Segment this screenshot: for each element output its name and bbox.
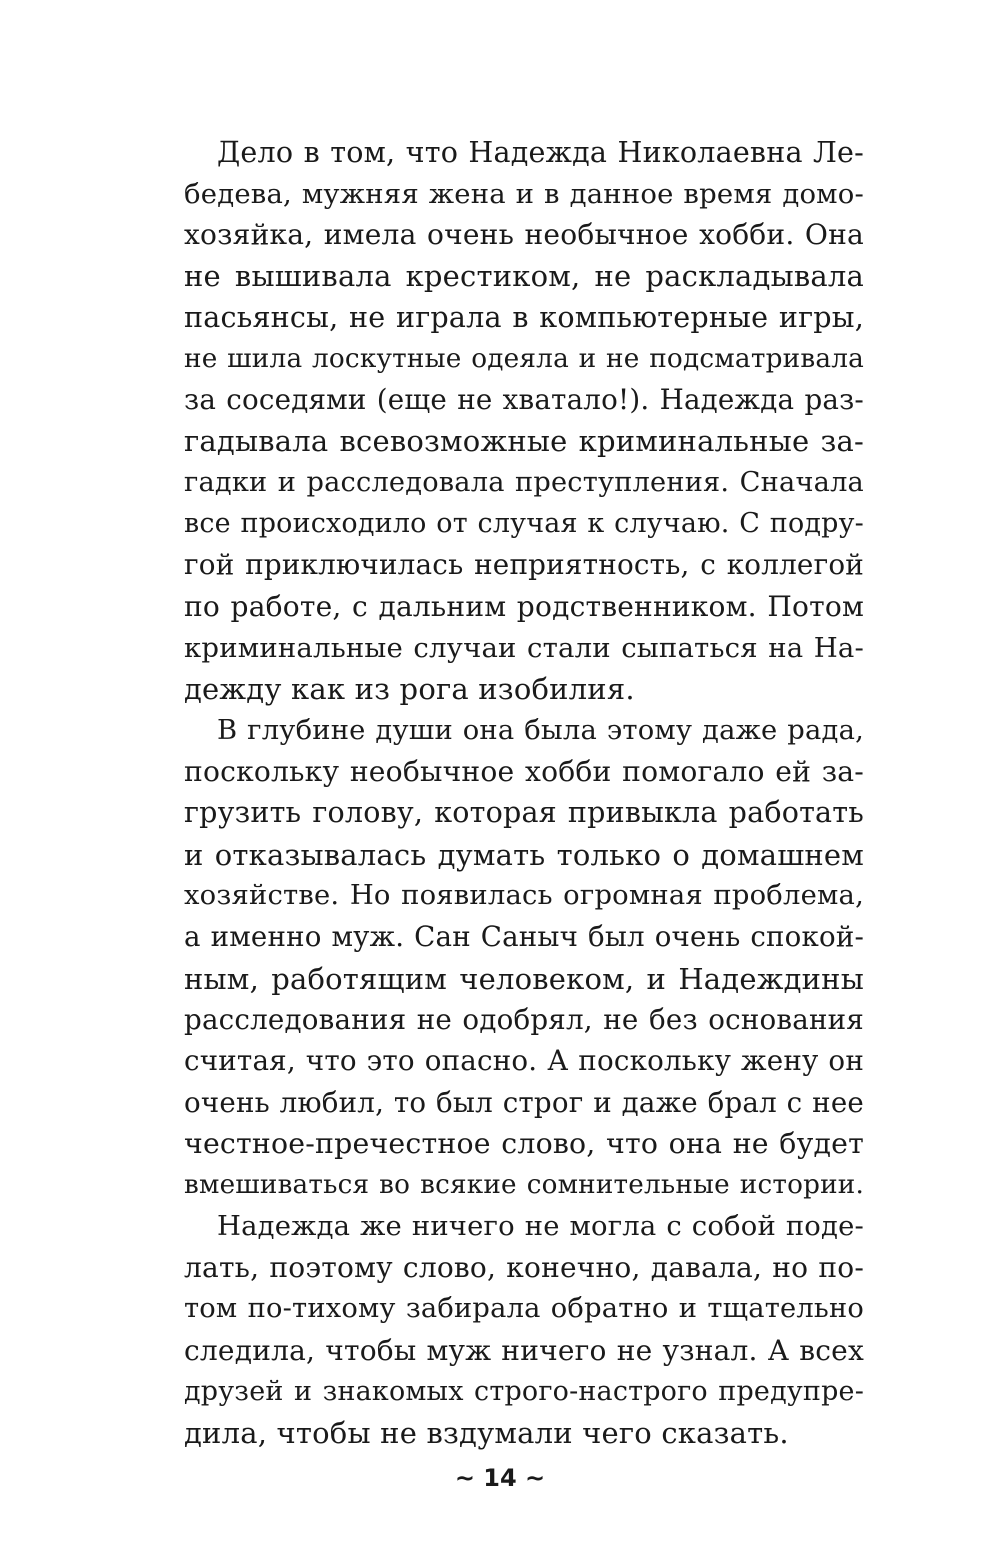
text-line: считая, что это опасно. А поскольку жену он	[184, 1044, 864, 1077]
text-line: гадывала всевозможные криминальные за-	[184, 424, 864, 458]
text-line: гадки и расследовала преступления. Сначала	[184, 467, 864, 498]
text-line: дежду как из рога изобилия.	[184, 672, 635, 706]
text-line: том по-тихому забирала обратно и тщательно	[184, 1293, 864, 1324]
text-line: за соседями (еще не хватало!). Надежда раз-	[184, 383, 864, 416]
text-line: вмешиваться во всякие сомнительные истории.	[184, 1170, 864, 1200]
text-line: грузить голову, которая привыкла работать	[184, 796, 864, 829]
text-line: В глубине души она была этому даже рада,	[217, 715, 864, 746]
text-line: честное-пречестное слово, что она не будет	[184, 1127, 864, 1160]
text-line: хозяйка, имела очень необычное хобби. Она	[184, 218, 864, 251]
text-line: гой приключилась неприятность, с коллегой	[184, 548, 864, 581]
text-line: и отказывалась думать только о домашнем	[184, 838, 864, 872]
text-line: расследования не одобрял, не без основания	[184, 1003, 864, 1036]
text-line: Надежда же ничего не могла с собой поде-	[217, 1211, 864, 1242]
text-line: пасьянсы, не играла в компьютерные игры,	[184, 300, 864, 334]
text-line: Дело в том, что Надежда Николаевна Ле-	[217, 135, 864, 169]
text-line: дила, чтобы не вздумали чего сказать.	[184, 1416, 789, 1450]
text-line: следила, чтобы муж ничего не узнал. А всех	[184, 1334, 864, 1367]
text-line: друзей и знакомых строго-настрого предупре-	[184, 1376, 864, 1407]
text-line: криминальные случаи стали сыпаться на На-	[184, 632, 864, 664]
text-line: поскольку необычное хобби помогало ей за-	[184, 755, 864, 788]
text-line: хозяйстве. Но появилась огромная проблема,	[184, 880, 864, 911]
text-line: не вышивала крестиком, не раскладывала	[184, 259, 864, 293]
text-line: а именно муж. Сан Саныч был очень спокой-	[184, 920, 864, 953]
text-line: бедева, мужняя жена и в данное время домо-	[184, 178, 864, 210]
text-line: по работе, с дальним родственником. Потом	[184, 590, 864, 623]
text-line: не шила лоскутные одеяла и не подсматривала	[184, 344, 864, 374]
text-line: лать, поэтому слово, конечно, давала, но по-	[184, 1251, 864, 1284]
text-line: ным, работящим человеком, и Надеждины	[184, 962, 864, 996]
text-line: очень любил, то был строг и даже брал с нее	[184, 1086, 864, 1119]
text-line: все происходило от случая к случаю. С подру-	[184, 508, 864, 539]
page-number: ~ 14 ~	[454, 1464, 546, 1492]
